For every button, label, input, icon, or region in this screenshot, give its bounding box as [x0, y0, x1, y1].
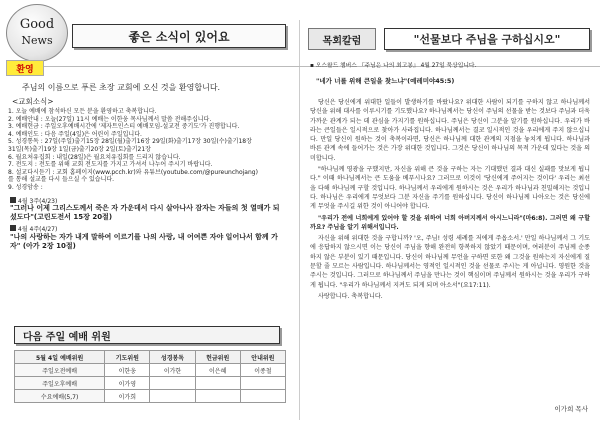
table-cell: 주일오후예배 — [15, 377, 105, 390]
news-item: 3. 예배헌금 : 주일오후예배시간에 '제자트인스티 예배모임-설교전 중기도'가 진행합니다. — [8, 123, 240, 131]
welcome-text: 주님의 이름으로 푸른 초장 교회에 오신 것을 환영합니다. — [22, 83, 221, 92]
sermon-paragraph: 사랑합니다. 축복합니다. — [318, 292, 383, 300]
good-news-logo — [6, 4, 68, 62]
sermon-title: "선물보다 주님을 구하십시오" — [384, 28, 590, 50]
news-item: 5. 성경통독 : 27일(주일)출기15장 28일(월)출기16장 29일(화)출기17장 30일(수)출기18장 — [8, 138, 252, 146]
logo-line1: Good — [19, 17, 55, 32]
table-row — [15, 390, 286, 403]
news-list — [8, 108, 288, 192]
sermon-body — [310, 98, 590, 303]
label-marker-icon — [10, 225, 16, 231]
logo-line2: News — [21, 34, 53, 47]
memory-label-2: 4월 4주(4/27) — [10, 224, 57, 233]
table-cell: 이은혜 — [195, 364, 240, 377]
news-item: 7. 전도지 : 전도를 위해 교회 전도지를 가지고 가셔서 나누어 주시기 바랍니다. — [8, 161, 213, 169]
table-header-cell: 성경봉독 — [150, 351, 195, 364]
table-header-cell: 헌금위원 — [195, 351, 240, 364]
welcome-divider — [10, 66, 600, 67]
news-header-label: 교회소식 — [18, 97, 48, 106]
table-row — [15, 377, 286, 390]
news-section-title: 좋은 소식이 있어요 — [72, 24, 286, 48]
sermon-paragraph: 당신은 당신에게 위대한 일들이 발생하기를 바랐나요? 위대한 사람이 되기를 구하지 않고 하나님께서 당신을 위해 대사를 이루시기를 기도했나요? 하나님께서는 당신이 주님의 선물을 받는 것보다 주님과 더욱 가까운 관계가 되는 데 관심을 가지기를 원하십니다. 주님은 당신이 그분을 알기를 원하십니다. 우리가 바라는 큰일들은 일시적으로 찾아가 사라집니다. 하나님께서는 결코 일시적인 것을 우리에게 주지 않으십니다. 만일 당신이 원하는 것이 축복이라면, 당신은 하나님께 대한 관계의 지점을 놓치게 됩니다. 하나님과 바른 관계 속에 들어가는 것은 가장 위대한 것입니다. 그것은 당신이 하나님의 목적 가운데 있다는 것을 의미합니다. — [310, 99, 590, 162]
news-item: 2. 예배안내 : 오늘(27일) 11시 예배는 이한웅 목사님께서 말씀 전해주십니다. — [8, 115, 212, 123]
table-cell: 수요예배(5,7) — [15, 390, 105, 403]
news-header: <교회소식> — [12, 97, 54, 106]
table-cell: 이한웅 — [105, 364, 150, 377]
sermon-paragraph: 자신을 위해 위대한 것을 구합니까? '오, 주님! 성령 세례를 저에게 주옵소서.' 만일 하나님께서 그 기도에 응답하지 않으시면 이는 당신이 주님을 향해 완전히 항복하지 않았기 때문이며, 여러분이 주님께 순종하지 않은 부분이 있기 때문입니다. 당신이 하나님께 무언을 구하면 또한 왜 그것을 원하는지 자신에게 질문할 줄 모르는 사람입니다. 하나님께서는 영적인 일시적인 것을 선물로 주시는 게 아닙니다. 영원한 것을 주시는 것입니다. 그러므로 하나님께서 주님을 만나는 것이 핵심이며 주님께서 원하시는 것을 우리가 구하게 됩니다. "우리가 하나님께서 지켜도 되게 되며 아소서"(요17:11). — [310, 235, 590, 289]
table-header-cell: 안내위원 — [240, 351, 285, 364]
sermon-paragraph: "우리가 전에 너희에게 있어야 할 것을 위하여 너희 아버지께서 아시느니라"(마6:8). 그러면 왜 구할까요? 주님을 알기 위해서입니다. — [310, 214, 590, 231]
signature: 이가희 목사 — [554, 405, 588, 413]
table-header-cell: 기도위원 — [105, 351, 150, 364]
news-item: 8. 설교다시듣기 : 교회 홈페이지(www.pcch.kr)와 유튜브(youtube.com/@pureunchojang) — [8, 168, 258, 176]
news-item: 를 통해 설교를 다시 들으실 수 있습니다. — [8, 176, 115, 184]
table-header-row — [15, 351, 286, 364]
table-row — [15, 364, 286, 377]
table-cell: 이가영 — [105, 377, 150, 390]
welcome-badge: 환영 — [6, 60, 44, 76]
worship-table — [14, 350, 286, 403]
table-cell: 주일오전예배 — [15, 364, 105, 377]
sermon-subtitle: "네가 너를 위해 큰일을 찾느냐"(예레미야45:5) — [316, 77, 455, 85]
memory-label-1: 4월 3주(4/23) — [10, 196, 57, 205]
table-header-cell: 5월 4일 예배위원 — [15, 351, 105, 364]
table-cell — [240, 377, 285, 390]
table-cell — [150, 377, 195, 390]
news-item: 1. 오늘 예배에 참석하신 모든 분을 환영하고 축복합니다. — [8, 108, 157, 115]
table-cell: 이가희 — [105, 390, 150, 403]
column-divider — [299, 20, 300, 420]
news-item: 31일(목)출기19장 1일(금)출기20장 2일(토)출기21장 — [8, 145, 151, 153]
column-badge: 목회칼럼 — [308, 28, 376, 50]
news-item: 4. 예배인도 : 다음 주일(4일)은 어린이 주일입니다. — [8, 130, 142, 138]
memory-verse-1: "그러나 이제 그리스도께서 죽은 자 가운데서 다시 살아나사 잠자는 자들의 첫 열매가 되셨도다"(고린도전서 15장 20절) — [10, 204, 280, 221]
source-line: ▪ 오스왈드 챔버스 『주님은 나의 최고봉』 4월 27일 묵상입니다. — [310, 63, 477, 69]
worship-section-title: 다음 주일 예배 위원 — [14, 326, 280, 344]
table-cell — [240, 390, 285, 403]
table-cell — [195, 390, 240, 403]
table-cell — [195, 377, 240, 390]
sermon-paragraph: "하나님께 영광을 구했지만, 자신을 위해 큰 것을 구하는 자는 기대했던 결과 대신 실패를 맛보게 됩니다." 이때 하나님께서는 큰 도움을 베푸시나요? 그러므로 이것이 '당신에게 주어지는 것이다' 우리는 최선을 다해 하나님께 구할 것입니다. 하나님께서 우리에게 원하시는 것은 우리가 하나님과 친밀해지는 것입니다. 하나님은 우리에게 무엇보다 그분 자신을 주기를 원하십니다. 당신이 하나님께 나아오는 것은 당신에게 무엇을 주시길 위한 것이 아니어야 합니다. — [310, 166, 590, 211]
table-cell — [150, 390, 195, 403]
news-item: 9. 성경암송 : — [8, 183, 43, 191]
memory-verse-2: "나의 사랑하는 자가 내게 말하여 이르기를 나의 사랑, 내 어여쁜 자야 일어나서 함께 가자" (아가 2장 10절) — [10, 233, 278, 250]
news-item: 6. 월요처유집회 : 내일(28일)은 월요치유집회를 드리지 않습니다. — [8, 153, 181, 161]
table-cell: 이가한 — [150, 364, 195, 377]
table-cell: 이종철 — [240, 364, 285, 377]
label-marker-icon — [10, 197, 16, 203]
